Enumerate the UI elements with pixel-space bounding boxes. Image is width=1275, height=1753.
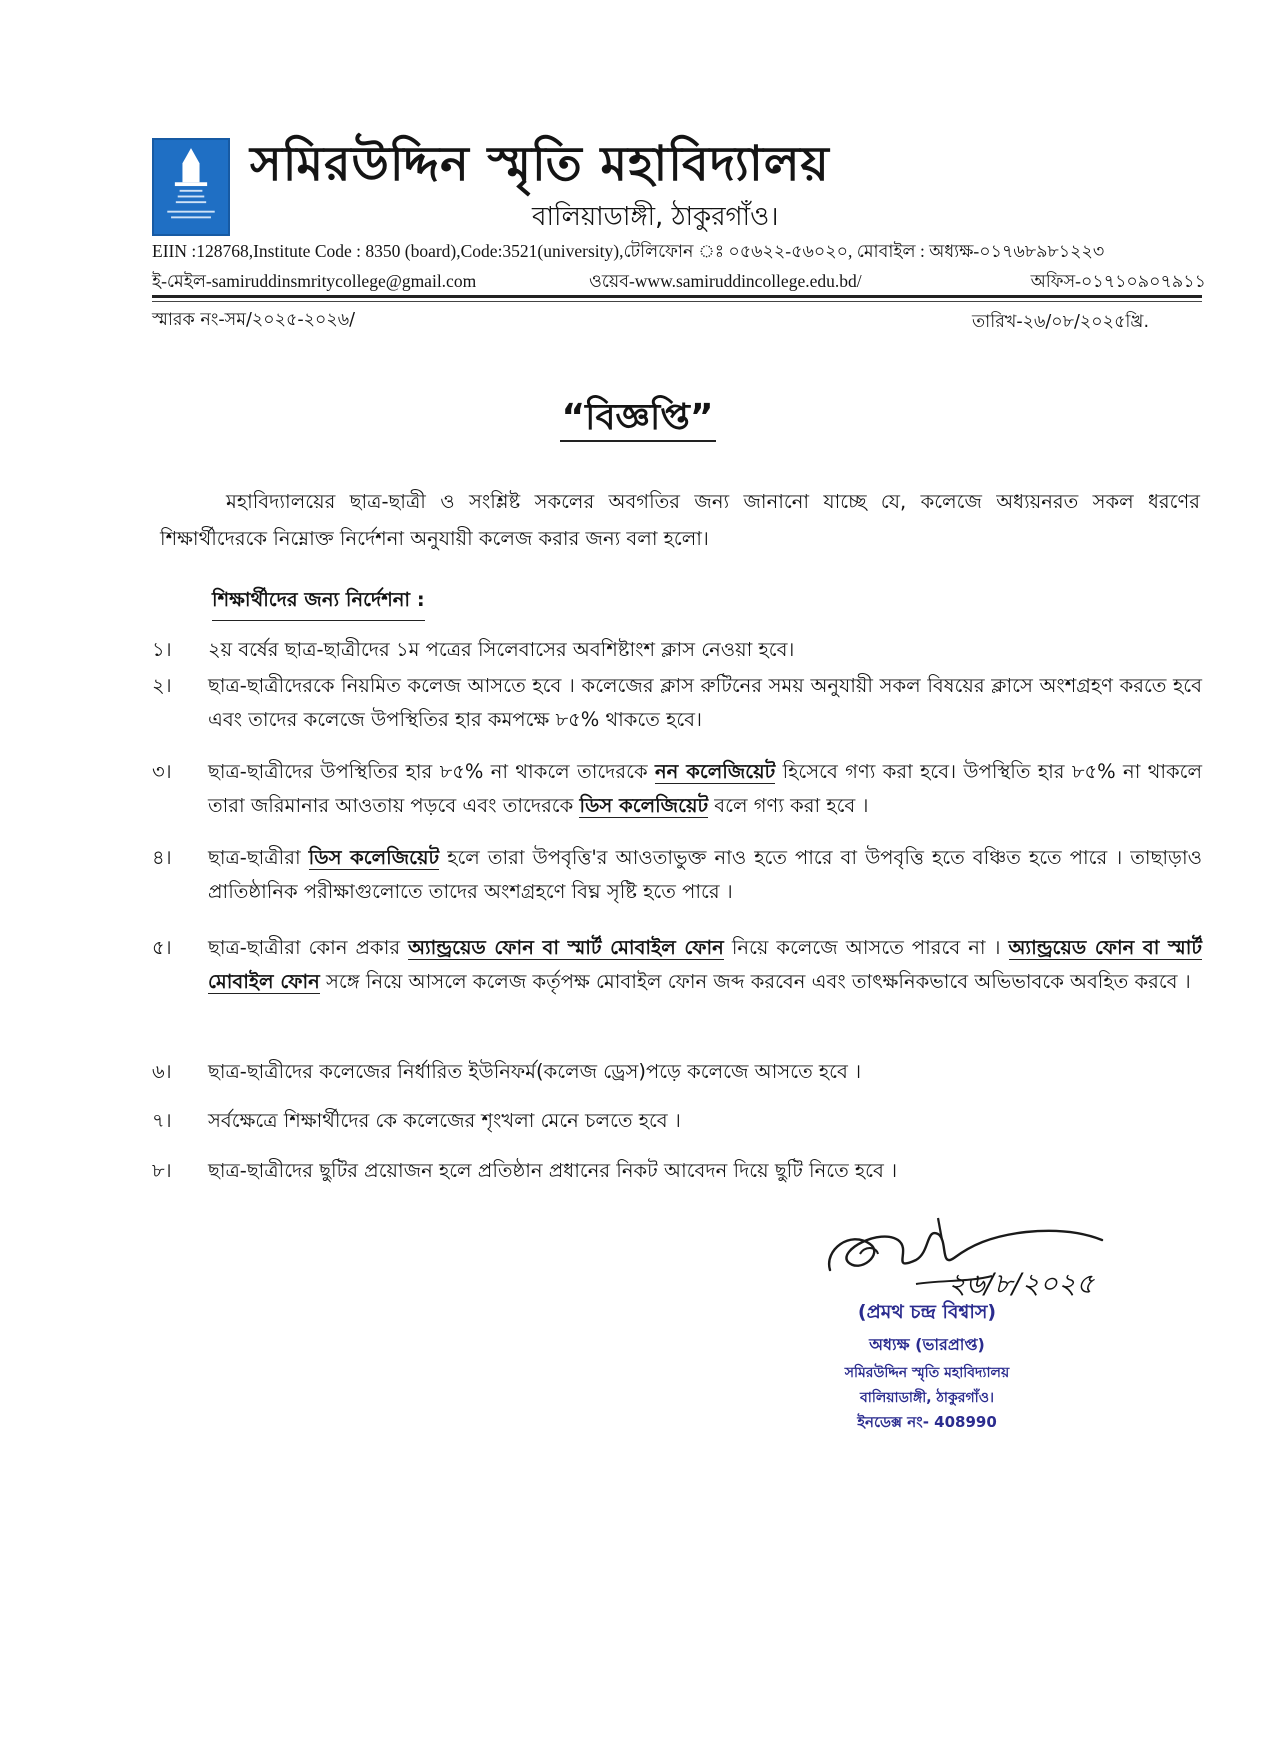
item-text (208, 841, 1202, 909)
signatory-name: (প্রমথ চন্দ্র বিশ্বাস) (857, 1301, 997, 1323)
handwritten-date: ২৬/৮/২০২৫ (948, 1267, 1095, 1300)
item-number: ৩। (152, 760, 172, 783)
item-number: ২। (152, 674, 172, 697)
seal-location: বালিয়াডাঙ্গী, ঠাকুরগাঁও। (859, 1390, 995, 1406)
item-emphasis: অ্যান্ড্রয়েড ফোন বা স্মার্ট মোবাইল ফোন (208, 936, 1202, 993)
item-text-part: ছাত্র-ছাত্রীদের কলেজের নির্ধারিত ইউনিফর্ম(কলেজ ড্রেস)পড়ে কলেজে আসতে হবে । (208, 1060, 862, 1083)
item-number: ৮। (152, 1159, 172, 1182)
item-text-part: সঙ্গে নিয়ে আসলে কলেজ কর্তৃপক্ষ মোবাইল ফোন জব্দ করবেন এবং তাৎক্ষনিকভাবে অভিভাবকে অবহিত করবে । (319, 970, 1191, 993)
notice-title-text: “বিজ্ঞপ্তি” (560, 397, 716, 442)
item-emphasis: অ্যান্ড্রয়েড ফোন বা স্মার্ট মোবাইল ফোন (408, 936, 724, 959)
item-text-part: ছাত্র-ছাত্রীদের ছুটির প্রয়োজন হলে প্রতিষ্ঠান প্রধানের নিকট আবেদন দিয়ে ছুটি নিতে হবে । (208, 1159, 898, 1182)
instruction-item (152, 633, 1202, 667)
item-text-part: নিয়ে কলেজে আসতে পারবে না । (723, 936, 1009, 959)
memo-number: স্মারক নং-সম/২০২৫-২০২৬/ (152, 310, 356, 330)
item-text (208, 755, 1202, 823)
item-text (208, 931, 1202, 999)
contact-line-2 (152, 269, 1206, 298)
college-logo-icon (152, 138, 230, 236)
item-text (208, 1154, 1202, 1188)
instruction-item (152, 755, 1202, 823)
item-emphasis: ডিস কলেজিয়েট (308, 846, 440, 869)
website-text: ওয়েব-www.samiruddincollege.edu.bd/ (589, 271, 862, 291)
item-number: ৬। (152, 1060, 172, 1083)
seal-index-number: ইনডেক্স নং- 408990 (857, 1413, 997, 1431)
header-divider (152, 295, 1202, 298)
instruction-item (152, 841, 1202, 909)
item-number: ৫। (152, 936, 172, 959)
item-emphasis: নন কলেজিয়েট (655, 760, 776, 783)
item-text-part: ছাত্র-ছাত্রীরা (208, 846, 309, 869)
item-text-part: ছাত্র-ছাত্রীরা কোন প্রকার (208, 936, 409, 959)
item-text (208, 669, 1202, 737)
item-text-part: ২য় বর্ষের ছাত্র-ছাত্রীদের ১ম পত্রের সিলেবাসের অবশিষ্টাংশ ক্লাস নেওয়া হবে। (208, 638, 795, 661)
college-name: সমিরউদ্দিন স্মৃতি মহাবিদ্যালয় (250, 136, 830, 192)
seal-institution: সমিরউদ্দিন স্মৃতি মহাবিদ্যালয় (844, 1365, 1010, 1381)
instruction-item (152, 1154, 1202, 1188)
college-address: বালিয়াডাঙ্গী, ঠাকুরগাঁও। (532, 202, 779, 232)
header-divider-thin (152, 301, 1202, 302)
item-text-part: সর্বক্ষেত্রে শিক্ষার্থীদের কে কলেজের শৃংখলা মেনে চলতে হবে । (208, 1109, 681, 1132)
item-text-part: বলে গণ্য করা হবে । (708, 794, 869, 817)
item-text (208, 633, 1202, 667)
item-number: ১। (152, 638, 172, 661)
intro-paragraph: মহাবিদ্যালয়ের ছাত্র-ছাত্রী ও সংশ্লিষ্ট সকলের অবগতির জন্য জানানো যাচ্ছে যে, কলেজে অধ্যয়নরত সকল ধরণের শিক্ষার্থীদেরকে নিম্নোক্ত নির্দেশনা অনুযায়ী কলেজ করার জন্য বলা হলো। (160, 490, 1200, 550)
instructions-heading: শিক্ষার্থীদের জন্য নির্দেশনা : (212, 586, 425, 621)
item-emphasis: ডিস কলেজিয়েট (579, 794, 709, 817)
item-text-part: হলে তারা উপবৃত্তি'র আওতাভুক্ত নাও হতে পারে বা উপবৃত্তি হতে বঞ্চিত হতে পারে । তাছাড়াও প্রাতিষ্ঠানিক পরীক্ষাগুলোতে তাদের অংশগ্রহণে বিঘ্ন সৃষ্টি হতে পারে । (208, 846, 1202, 903)
item-text-part: হিসেবে গণ্য করা হবে। উপস্থিতি হার ৮৫% না থাকলে তারা জরিমানার আওতায় পড়বে এবং তাদেরকে (208, 760, 1202, 817)
item-text-part: ছাত্র-ছাত্রীদের উপস্থিতির হার ৮৫% না থাকলে তাদেরকে (208, 760, 655, 783)
item-text-part: ছাত্র-ছাত্রীদেরকে নিয়মিত কলেজ আসতে হবে । কলেজের ক্লাস রুটিনের সময় অনুযায়ী সকল বিষয়ের ক্লাসে অংশগ্রহণ করতে হবে এবং তাদের কলেজে উপস্থিতির হার কমপক্ষে ৮৫% থাকতে হবে। (208, 674, 1202, 731)
signatory-designation: অধ্যক্ষ (ভারপ্রাপ্ত) (869, 1335, 985, 1354)
instruction-item (152, 1104, 1202, 1138)
instruction-item (152, 931, 1202, 999)
instruction-item (152, 1055, 1202, 1089)
item-text (208, 1104, 1202, 1138)
official-seal (812, 1298, 1042, 1436)
office-phone-text: অফিস-০১৭১০৯০৭৯১১ (1030, 271, 1206, 291)
contact-line: EIIN :128768,Institute Code : 8350 (board),Code:3521(university),টেলিফোন ঃ ০৫৬২২-৫৬০২০, মোবাইল : অধ্যক্ষ-০১৭৬৮৯৮১২২৩ (152, 241, 1105, 261)
item-number: ৭। (152, 1109, 172, 1132)
email-text: ই-মেইল-samiruddinsmritycollege@gmail.com (152, 271, 477, 291)
notice-title (0, 390, 1275, 450)
item-number: ৪। (152, 846, 172, 869)
instruction-item (152, 669, 1202, 737)
notice-date: তারিখ-২৬/০৮/২০২৫খ্রি. (972, 312, 1150, 332)
item-text (208, 1055, 1202, 1089)
